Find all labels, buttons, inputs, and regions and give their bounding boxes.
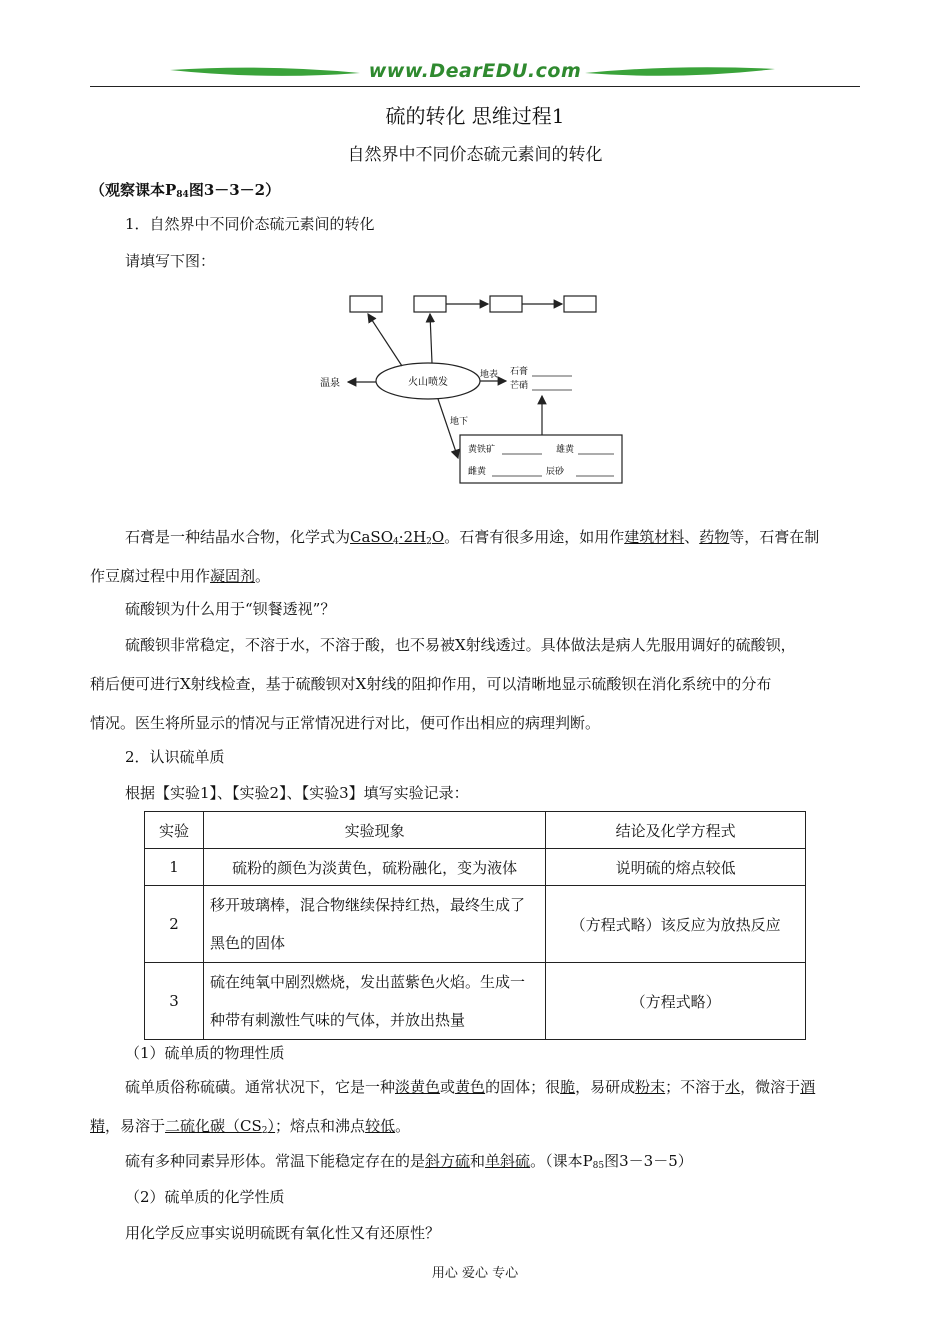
table-cell-conclusion: （方程式略）该反应为放热反应 xyxy=(546,886,806,963)
sulfur-cycle-diagram xyxy=(310,288,630,488)
page-subtitle: 自然界中不同价态硫元素间的转化 xyxy=(347,145,603,165)
page-header xyxy=(90,58,860,90)
mirabilite-label: 芒硝 xyxy=(510,381,529,391)
swoosh-right-graphic xyxy=(585,66,775,80)
table-cell-phenomenon: 硫粉的颜色为淡黄色，硫粉融化，变为液体 xyxy=(203,849,545,886)
volcano-label: 火山喷发 xyxy=(408,377,448,388)
blank-box-2 xyxy=(414,296,446,312)
table-row xyxy=(145,849,806,886)
table-cell-number: 2 xyxy=(145,886,204,963)
chemical-heading: （2）硫单质的化学性质 xyxy=(125,1188,285,1206)
pyrite-label: 黄铁矿 xyxy=(468,445,496,455)
gypsum-label: 石膏 xyxy=(510,367,529,377)
cinnabar-label: 辰砂 xyxy=(546,467,565,477)
section2-heading: 2．认识硫单质 xyxy=(125,748,225,766)
table-header-cell: 实验现象 xyxy=(203,812,545,849)
table-cell-number: 1 xyxy=(145,849,204,886)
orpiment-label: 雌黄 xyxy=(468,467,487,477)
header-logo: www.DearEDU.com xyxy=(368,60,582,82)
observe-note: （观察课本$P_{84}$图3－3－2） xyxy=(90,181,281,200)
section1-heading: 1．自然界中不同价态硫元素间的转化 xyxy=(125,215,375,233)
table-row xyxy=(145,886,806,963)
gypsum-para-line2: 作豆腐过程中用作凝固剂。 xyxy=(90,567,271,585)
realgar-label: 雄黄 xyxy=(556,445,575,455)
table-cell-number: 3 xyxy=(145,963,204,1040)
section1-instruction: 请填写下图： xyxy=(125,252,216,270)
physical-line1: 硫单质俗称硫磺。通常状况下，它是一种淡黄色或黄色的固体；很脆，易研成粉末；不溶于水，微溶于酒 xyxy=(125,1078,816,1096)
arrow-underground xyxy=(438,399,458,458)
barium-line2: 稍后便可进行X射线检查，基于硫酸钡对X射线的阻抑作用，可以清晰地显示硫酸钡在消化系统中的分布 xyxy=(90,675,772,693)
section2-instruction: 根据【实验1】、【实验2】、【实验3】填写实验记录： xyxy=(125,784,469,802)
hot-spring-label: 温泉 xyxy=(320,378,340,389)
arrow-to-box1 xyxy=(368,314,402,366)
table-cell-phenomenon: 硫在纯氧中剧烈燃烧，发出蓝紫色火焰。生成一种带有刺激性气味的气体，并放出热量 xyxy=(203,963,545,1040)
swoosh-left-graphic xyxy=(170,66,360,80)
table-cell-phenomenon: 移开玻璃棒，混合物继续保持红热，最终生成了黑色的固体 xyxy=(203,886,545,963)
table-cell-conclusion: 说明硫的熔点较低 xyxy=(546,849,806,886)
table-header-cell: 结论及化学方程式 xyxy=(546,812,806,849)
surface-label: 地表 xyxy=(480,370,499,380)
table-header-cell: 实验 xyxy=(145,812,204,849)
gypsum-para-line1: 石膏是一种结晶水合物，化学式为$CaSO_4\cdot 2H_2O$。石膏有很多用途，如用作建筑材料、药物等，石膏在制 xyxy=(125,528,820,547)
blank-box-1 xyxy=(350,296,382,312)
experiment-table xyxy=(144,811,806,1040)
barium-question: 硫酸钡为什么用于“钡餐透视”？ xyxy=(125,600,336,618)
chemical-question: 用化学反应事实说明硫既有氧化性又有还原性？ xyxy=(125,1224,441,1242)
blank-box-3 xyxy=(490,296,522,312)
blank-box-4 xyxy=(564,296,596,312)
table-cell-conclusion: （方程式略） xyxy=(546,963,806,1040)
barium-line1: 硫酸钡非常稳定，不溶于水，不溶于酸，也不易被X射线透过。具体做法是病人先服用调好的硫酸钡， xyxy=(125,636,796,654)
underground-label: 地下 xyxy=(450,417,469,427)
page-title: 硫的转化 思维过程1 xyxy=(385,104,565,128)
header-rule xyxy=(90,86,860,87)
page-footer: 用心 爱心 专心 xyxy=(431,1266,519,1281)
arrow-to-box2 xyxy=(430,314,432,363)
table-row xyxy=(145,963,806,1040)
physical-line2: 精，易溶于二硫化碳$(CS_2)$；熔点和沸点较低。 xyxy=(90,1117,411,1136)
table-header-row xyxy=(145,812,806,849)
barium-line3: 情况。医生将所显示的情况与正常情况进行对比，便可作出相应的病理判断。 xyxy=(90,714,601,732)
physical-heading: （1）硫单质的物理性质 xyxy=(125,1044,285,1062)
allotrope-line: 硫有多种同素异形体。常温下能稳定存在的是斜方硫和单斜硫。（课本$P_{85}$图3－3－5） xyxy=(125,1152,693,1171)
